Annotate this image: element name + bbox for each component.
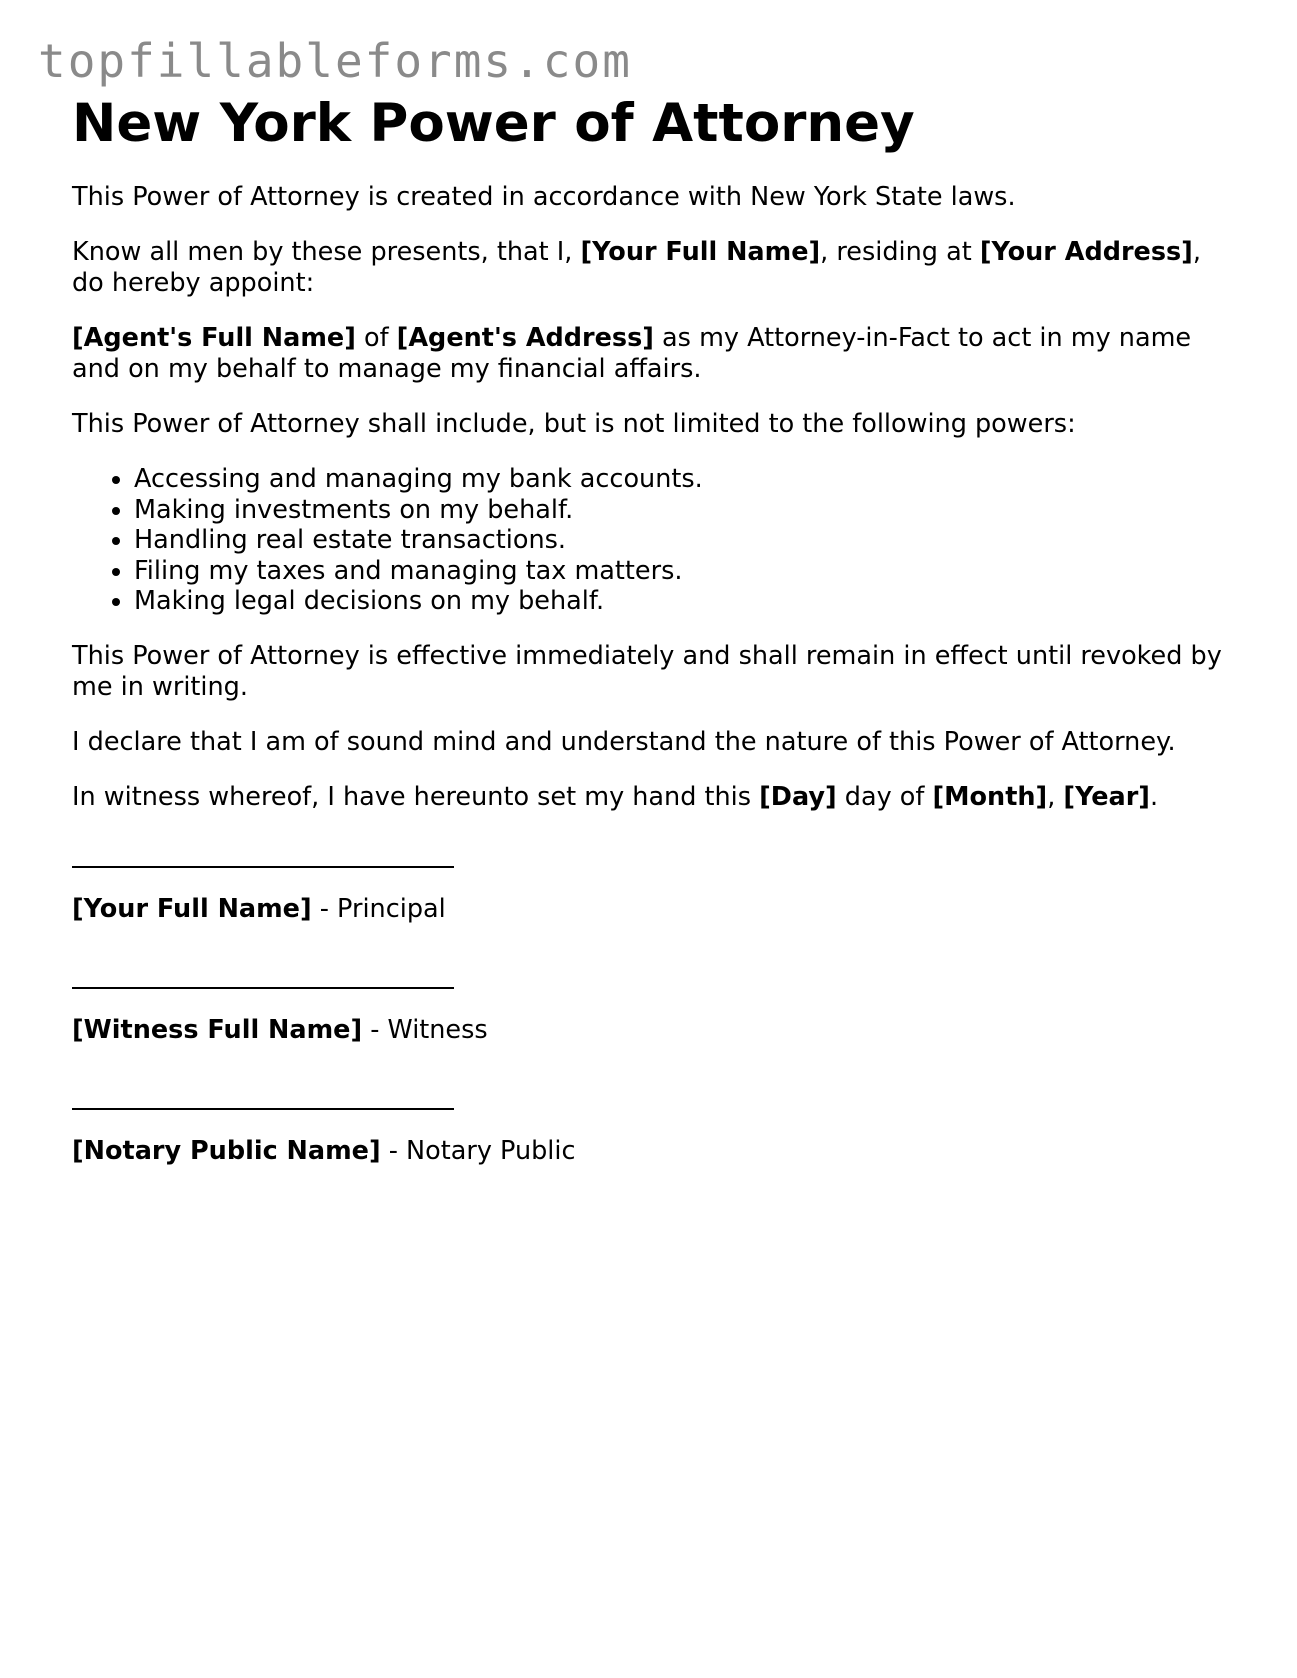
powers-intro: This Power of Attorney shall include, but is not limited to the following powers: <box>72 409 1076 439</box>
agent-middle: of <box>355 323 397 353</box>
intro-paragraph: This Power of Attorney is created in accordance with New York State laws. <box>72 182 1016 212</box>
witness-name-placeholder: [Witness Full Name] <box>72 1014 363 1045</box>
witness-clause <box>72 782 1232 813</box>
notary-signature-line <box>72 1108 454 1110</box>
witness-middle: day of <box>836 781 933 812</box>
witness-end: . <box>1149 781 1159 812</box>
effective-paragraph: This Power of Attorney is effective immediately and shall remain in effect until revoked by me in writing. <box>72 640 1222 702</box>
principal-role: - Principal <box>311 893 446 924</box>
power-item: • Accessing and managing my bank accounts. <box>134 464 1232 495</box>
power-item: • Handling real estate transactions. <box>134 525 1232 556</box>
agent-paragraph <box>72 323 1232 385</box>
power-item: • Making investments on my behalf. <box>134 495 1232 526</box>
day-placeholder: [Day] <box>759 781 837 812</box>
principal-name-placeholder: [Your Full Name] <box>72 893 312 924</box>
appointment-paragraph <box>72 237 1232 299</box>
appointment-middle: , residing at <box>820 237 980 267</box>
notary-name-placeholder: [Notary Public Name] <box>72 1135 381 1166</box>
witness-signature-line <box>72 987 454 989</box>
agent-address-placeholder: [Agent's Address] <box>396 323 654 353</box>
document-title: New York Power of Attorney <box>72 93 915 154</box>
document <box>72 92 1232 1167</box>
notary-role: - Notary Public <box>380 1135 576 1166</box>
principal-signature-label <box>72 894 1232 925</box>
agent-name-placeholder: [Agent's Full Name] <box>72 323 356 353</box>
witness-signature-label <box>72 1015 1232 1046</box>
witness-prefix: In witness whereof, I have hereunto set my hand this <box>72 781 760 812</box>
witness-role: - Witness <box>362 1014 488 1045</box>
principal-signature-line <box>72 866 454 868</box>
witness-comma: , <box>1047 781 1064 812</box>
principal-address-placeholder: [Your Address] <box>979 237 1193 267</box>
power-item: • Filing my taxes and managing tax matters. <box>134 556 1232 587</box>
notary-signature-label <box>72 1136 1232 1167</box>
powers-list <box>72 464 1232 617</box>
declaration-paragraph: I declare that I am of sound mind and understand the nature of this Power of Attorney. <box>72 726 1176 757</box>
agent-suffix: as my Attorney-in-Fact to act in my name and on my behalf to manage my financial affairs. <box>72 323 1192 384</box>
month-placeholder: [Month] <box>932 781 1048 812</box>
watermark: topfillableforms.com <box>38 34 632 88</box>
appointment-prefix: Know all men by these presents, that I, <box>72 237 581 267</box>
appointment-suffix: , do hereby appoint: <box>72 237 1201 298</box>
year-placeholder: [Year] <box>1063 781 1150 812</box>
principal-name-placeholder: [Your Full Name] <box>580 237 821 267</box>
power-item: • Making legal decisions on my behalf. <box>134 586 1232 617</box>
